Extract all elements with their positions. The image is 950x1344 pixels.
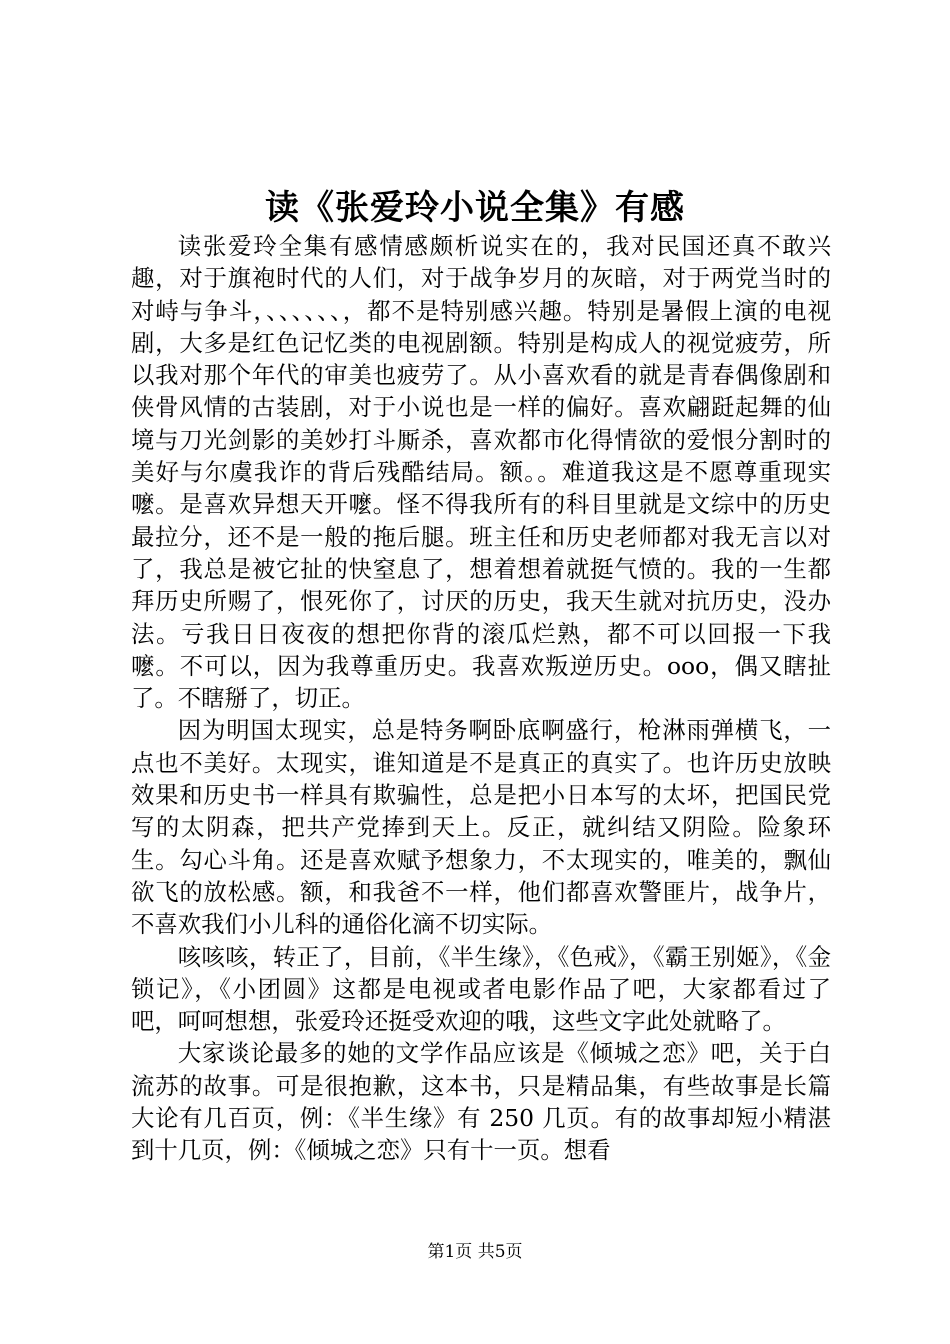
document-body [131,230,831,1167]
paragraph-1: 读张爱玲全集有感情感颇析说实在的，我对民国还真不敢兴趣，对于旗袍时代的人们，对于战争岁月的灰暗，对于两党当时的对峙与争斗，、、、、、、，都不是特别感兴趣。特别是暑假上演的电视剧，大多是红色记忆类的电视剧额。特别是构成人的视觉疲劳，所以我对那个年代的审美也疲劳了。从小喜欢看的就是青春偶像剧和侠骨风情的古装剧，对于小说也是一样的偏好。喜欢翩跹起舞的仙境与刀光剑影的美妙打斗厮杀，喜欢都市化得情欲的爱恨分割时的美好与尔虞我诈的背后残酷结局。额。。难道我这是不愿尊重现实嚒。是喜欢异想天开嚒。怪不得我所有的科目里就是文综中的历史最拉分，还不是一般的拖后腿。班主任和历史老师都对我无言以对了，我总是被它扯的快窒息了，想着想着就挺气愤的。我的一生都拜历史所赐了，恨死你了，讨厌的历史，我天生就对抗历史，没办法。亏我日日夜夜的想把你背的滚瓜烂熟，都不可以回报一下我嚒。不可以，因为我尊重历史。我喜欢叛逆历史。ooo，偶又瞎扯了。不瞎掰了，切正。 [131,232,831,713]
paragraph-4: 大家谈论最多的她的文学作品应该是《倾城之恋》吧，关于白流苏的故事。可是很抱歉，这本书，只是精品集，有些故事是长篇大论有几百页，例：《半生缘》有 250 几页。有的故事却短小精湛到十几页，例：《倾城之恋》只有十一页。想看 [131,1039,831,1165]
paragraph-2: 因为明国太现实，总是特务啊卧底啊盛行，枪淋雨弹横飞，一点也不美好。太现实，谁知道是不是真正的真实了。也许历史放映效果和历史书一样具有欺骗性，总是把小日本写的太坏，把国民党写的太阴森，把共产党捧到天上。反正，就纠结又阴险。险象环生。勾心斗角。还是喜欢赋予想象力，不太现实的，唯美的，飘仙欲飞的放松感。额，和我爸不一样，他们都喜欢警匪片，战争片，不喜欢我们小儿科的通俗化滴不切实际。 [131,716,831,939]
page-number-footer: 第1页 共5页 [427,1242,523,1262]
document-title: 读《张爱玲小说全集》有感 [265,188,685,228]
paragraph-3: 咳咳咳，转正了，目前，《半生缘》，《色戒》，《霸王别姬》，《金锁记》，《小团圆》这都是电视或者电影作品了吧，大家都看过了吧，呵呵想想，张爱玲还挺受欢迎的哦，这些文字此处就略了。 [131,942,831,1036]
